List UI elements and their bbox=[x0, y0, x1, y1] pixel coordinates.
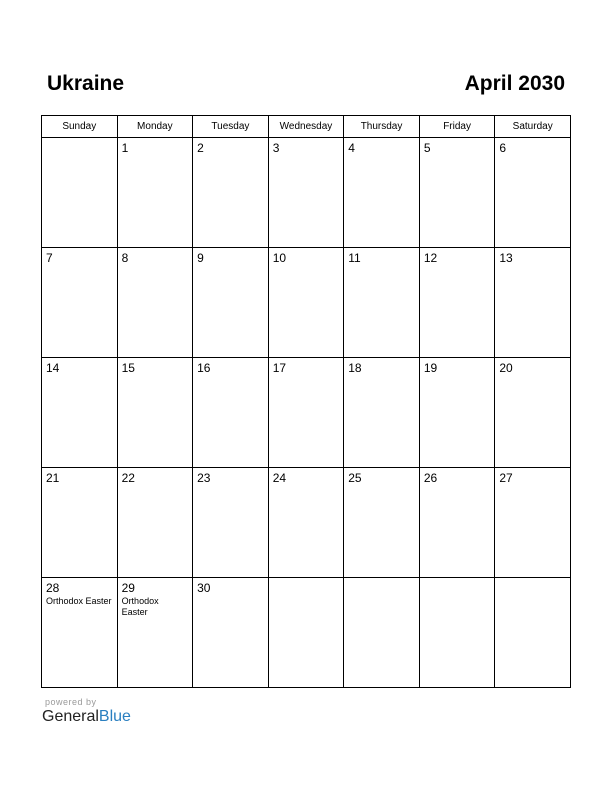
day-number: 5 bbox=[423, 141, 431, 155]
calendar-week-row bbox=[42, 358, 571, 468]
weekday-header: Tuesday bbox=[193, 116, 269, 138]
day-number: 8 bbox=[121, 251, 129, 265]
calendar-day-cell bbox=[193, 468, 269, 578]
day-number: 23 bbox=[197, 471, 211, 485]
day-number: 20 bbox=[499, 361, 513, 375]
calendar-day-cell bbox=[344, 358, 420, 468]
day-number: 3 bbox=[272, 141, 280, 155]
weekday-header: Saturday bbox=[495, 116, 571, 138]
calendar-week-row bbox=[42, 468, 571, 578]
calendar-day-cell bbox=[42, 468, 118, 578]
calendar-day-cell bbox=[344, 138, 420, 248]
calendar-day-cell bbox=[117, 248, 193, 358]
calendar-day-cell bbox=[193, 248, 269, 358]
calendar-day-cell bbox=[419, 578, 495, 688]
calendar-day-cell bbox=[117, 138, 193, 248]
holiday-label: Orthodox Easter bbox=[121, 596, 159, 617]
day-number: 17 bbox=[272, 361, 287, 375]
generalblue-logo bbox=[42, 708, 131, 726]
day-number: 7 bbox=[46, 251, 53, 265]
month-title: April 2030 bbox=[464, 72, 565, 95]
day-number: 18 bbox=[348, 361, 362, 375]
powered-by-text: powered by bbox=[45, 697, 97, 707]
calendar-day-cell bbox=[117, 468, 193, 578]
day-number: 10 bbox=[272, 251, 287, 265]
day-number: 4 bbox=[348, 141, 355, 155]
weekday-header-row bbox=[42, 116, 571, 138]
calendar-day-cell bbox=[495, 578, 571, 688]
day-number: 24 bbox=[272, 471, 287, 485]
calendar-grid bbox=[41, 115, 571, 688]
weekday-header: Monday bbox=[117, 116, 193, 138]
country-title: Ukraine bbox=[47, 72, 125, 95]
weekday-header: Wednesday bbox=[268, 116, 344, 138]
day-number: 30 bbox=[197, 581, 211, 595]
calendar-day-cell bbox=[42, 578, 118, 688]
day-number: 2 bbox=[197, 141, 204, 155]
weekday-header: Sunday bbox=[42, 116, 118, 138]
generalblue-branding bbox=[42, 697, 131, 726]
day-number: 22 bbox=[121, 471, 135, 485]
day-number: 14 bbox=[46, 361, 60, 375]
logo-blue-text: Blue bbox=[98, 708, 131, 725]
calendar-week-row bbox=[42, 248, 571, 358]
calendar-day-cell bbox=[42, 138, 118, 248]
calendar-day-cell bbox=[419, 138, 495, 248]
day-number: 13 bbox=[499, 251, 513, 265]
day-number: 11 bbox=[348, 251, 361, 265]
calendar-week-row bbox=[42, 138, 571, 248]
day-number: 29 bbox=[121, 581, 135, 595]
weekday-header: Friday bbox=[419, 116, 495, 138]
calendar-day-cell bbox=[268, 138, 344, 248]
calendar-day-cell bbox=[419, 358, 495, 468]
calendar-day-cell bbox=[419, 468, 495, 578]
day-number: 26 bbox=[423, 471, 438, 485]
day-number: 28 bbox=[46, 581, 60, 595]
day-number: 16 bbox=[197, 361, 211, 375]
calendar-day-cell bbox=[495, 138, 571, 248]
calendar-day-cell bbox=[117, 578, 193, 688]
calendar-day-cell bbox=[344, 468, 420, 578]
day-number: 12 bbox=[423, 251, 438, 265]
day-number: 25 bbox=[348, 471, 362, 485]
day-number: 6 bbox=[499, 141, 507, 155]
calendar-day-cell bbox=[42, 358, 118, 468]
calendar-day-cell bbox=[344, 248, 420, 358]
calendar-day-cell bbox=[419, 248, 495, 358]
calendar-day-cell bbox=[495, 468, 571, 578]
calendar-day-cell bbox=[268, 358, 344, 468]
day-number: 21 bbox=[46, 471, 60, 485]
day-number: 1 bbox=[121, 141, 129, 155]
calendar-day-cell bbox=[495, 358, 571, 468]
day-number: 9 bbox=[197, 251, 204, 265]
calendar-day-cell bbox=[193, 358, 269, 468]
day-number: 15 bbox=[121, 361, 135, 375]
day-number: 27 bbox=[499, 471, 513, 485]
calendar-day-cell bbox=[268, 248, 344, 358]
calendar-day-cell bbox=[193, 578, 269, 688]
calendar-day-cell bbox=[117, 358, 193, 468]
calendar-week-row bbox=[42, 578, 571, 688]
day-number: 19 bbox=[423, 361, 438, 375]
calendar-day-cell bbox=[268, 468, 344, 578]
calendar-day-cell bbox=[495, 248, 571, 358]
holiday-label: Orthodox Easter bbox=[46, 596, 112, 606]
calendar-day-cell bbox=[193, 138, 269, 248]
calendar-day-cell bbox=[268, 578, 344, 688]
calendar-day-cell bbox=[344, 578, 420, 688]
weekday-header: Thursday bbox=[344, 116, 420, 138]
calendar-day-cell bbox=[42, 248, 118, 358]
logo-general-text: General bbox=[42, 708, 99, 725]
